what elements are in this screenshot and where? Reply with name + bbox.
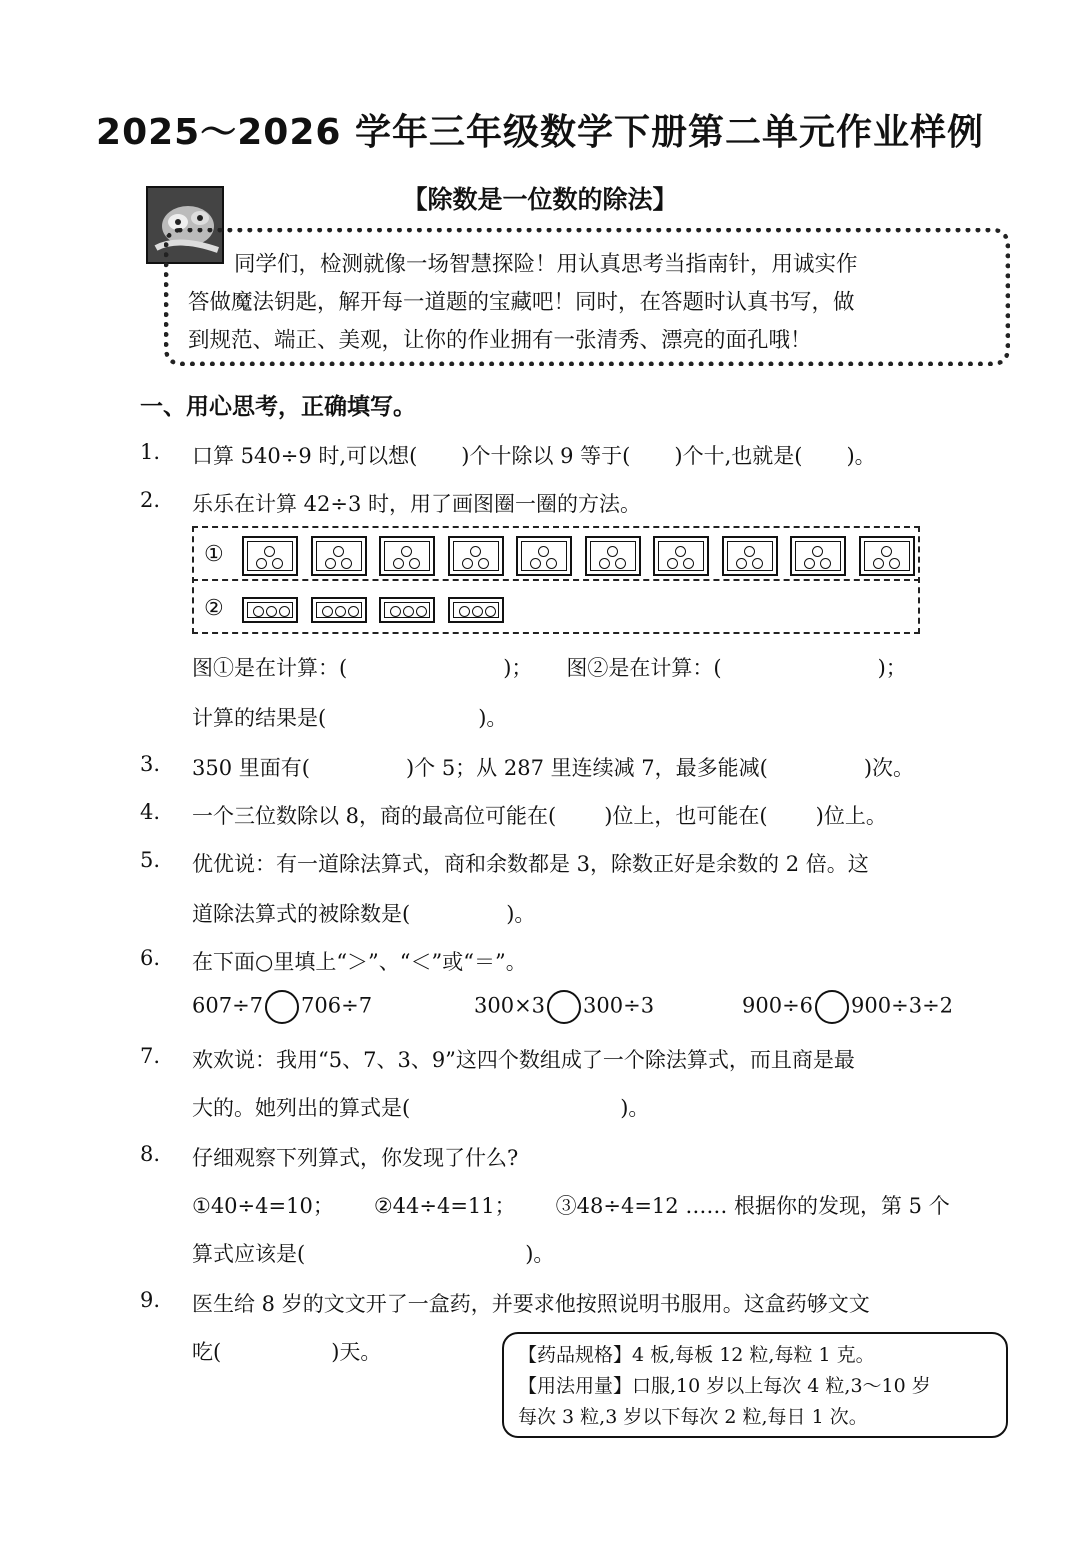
group-box-three-dots: [653, 536, 709, 576]
dot: [401, 546, 412, 557]
dot: [607, 546, 618, 557]
dot: [881, 546, 892, 557]
question-2-calc: 图①是在计算：( )； 图②是在计算：( )；: [192, 656, 907, 680]
dot: [820, 558, 831, 569]
dot: [462, 558, 473, 569]
dot: [393, 558, 404, 569]
question-8-text: 仔细观察下列算式，你发现了什么?: [192, 1146, 519, 1170]
dot: [538, 546, 549, 557]
diagram-divider: [192, 579, 920, 581]
question-7-number: 7.: [140, 1044, 161, 1068]
unit-subtitle: 【除数是一位数的除法】: [402, 185, 678, 214]
intro-line-3: 到规范、端正、美观，让你的作业拥有一张清秀、漂亮的面孔哦！: [188, 328, 812, 353]
question-1: 口算 540÷9 时,可以想( )个十除以 9 等于( )个十,也就是( )。: [192, 444, 876, 468]
dot: [348, 606, 359, 617]
page-title: 2025～2026 学年三年级数学下册第二单元作业样例: [96, 112, 984, 153]
dot: [253, 606, 264, 617]
dot: [478, 558, 489, 569]
dot: [403, 606, 414, 617]
group-box-row-dots: [379, 597, 435, 623]
question-1-number: 1.: [140, 440, 161, 464]
medicine-dosage-1: 【用法用量】口服,10 岁以上每次 4 粒,3～10 岁: [518, 1375, 931, 1397]
dot: [889, 558, 900, 569]
dot: [736, 558, 747, 569]
dot: [675, 546, 686, 557]
dot: [266, 606, 277, 617]
dot: [744, 546, 755, 557]
group-box-three-dots: [311, 536, 367, 576]
question-6-compare-1: 607÷7 706÷7: [192, 990, 372, 1024]
question-3-number: 3.: [140, 752, 161, 776]
dot: [804, 558, 815, 569]
group-box-three-dots: [790, 536, 846, 576]
question-2-number: 2.: [140, 488, 161, 512]
section-heading: 一、用心思考，正确填写。: [140, 394, 416, 420]
medicine-instructions: [518, 1340, 1003, 1433]
dot: [812, 546, 823, 557]
question-8-answer: 算式应该是( )。: [192, 1242, 555, 1266]
dot: [409, 558, 420, 569]
question-2-text: 乐乐在计算 42÷3 时，用了画图圈一圈的方法。: [192, 492, 642, 516]
dot: [335, 606, 346, 617]
dot: [272, 558, 283, 569]
medicine-spec: 【药品规格】4 板,每板 12 粒,每粒 1 克。: [518, 1344, 875, 1366]
group-box-row-dots: [311, 597, 367, 623]
group-box-three-dots: [379, 536, 435, 576]
compare-circle-1[interactable]: [265, 990, 299, 1024]
question-5-number: 5.: [140, 848, 161, 872]
intro-line-1: 同学们，检测就像一场智慧探险！用认真思考当指南针，用诚实作: [234, 252, 858, 277]
question-6-number: 6.: [140, 946, 161, 970]
dot: [416, 606, 427, 617]
dot: [322, 606, 333, 617]
dot: [333, 546, 344, 557]
dot: [683, 558, 694, 569]
question-7-line-2: 大的。她列出的算式是( )。: [192, 1096, 650, 1120]
question-6-compare-3: 900÷6 900÷3÷2: [742, 990, 953, 1024]
dot: [530, 558, 541, 569]
dot: [459, 606, 470, 617]
dot: [470, 546, 481, 557]
dot: [325, 558, 336, 569]
dot: [279, 606, 290, 617]
question-8-equations: ①40÷4=10； ②44÷4=11； ③48÷4=12 …… 根据你的发现，第 5 个: [192, 1194, 950, 1218]
question-5-line-1: 优优说：有一道除法算式，商和余数都是 3，除数正好是余数的 2 倍。这: [192, 852, 869, 876]
dot: [485, 606, 496, 617]
group-box-three-dots: [585, 536, 641, 576]
question-6-text: 在下面○里填上“＞”、“＜”或“＝”。: [192, 950, 527, 974]
dot: [873, 558, 884, 569]
question-4-number: 4.: [140, 800, 161, 824]
question-2-result: 计算的结果是( )。: [192, 706, 508, 730]
group-box-row-dots: [242, 597, 298, 623]
compare-circle-2[interactable]: [547, 990, 581, 1024]
question-4: 一个三位数除以 8，商的最高位可能在( )位上，也可能在( )位上。: [192, 804, 887, 828]
diagram-row-1-label: ①: [204, 542, 224, 567]
dot: [390, 606, 401, 617]
group-box-three-dots: [242, 536, 298, 576]
diagram-row-2-label: ②: [204, 596, 224, 621]
group-box-three-dots: [859, 536, 915, 576]
dot: [667, 558, 678, 569]
dot: [472, 606, 483, 617]
dot: [264, 546, 275, 557]
compare-circle-3[interactable]: [815, 990, 849, 1024]
question-3: 350 里面有( )个 5；从 287 里连续减 7，最多能减( )次。: [192, 756, 915, 780]
question-5-line-2: 道除法算式的被除数是( )。: [192, 902, 536, 926]
group-box-three-dots: [722, 536, 778, 576]
medicine-dosage-2: 每次 3 粒,3 岁以下每次 2 粒,每日 1 次。: [518, 1406, 868, 1428]
group-box-three-dots: [516, 536, 572, 576]
question-8-number: 8.: [140, 1142, 161, 1166]
question-7-line-1: 欢欢说：我用“5、7、3、9”这四个数组成了一个除法算式，而且商是最: [192, 1048, 855, 1072]
group-box-row-dots: [448, 597, 504, 623]
question-6-compare-2: 300×3 300÷3: [474, 990, 654, 1024]
dot: [256, 558, 267, 569]
dot: [615, 558, 626, 569]
dot: [341, 558, 352, 569]
intro-text: [188, 246, 993, 360]
question-9-number: 9.: [140, 1288, 161, 1312]
dot: [546, 558, 557, 569]
dot: [599, 558, 610, 569]
question-9-line-1: 医生给 8 岁的文文开了一盒药，并要求他按照说明书服用。这盒药够文文: [192, 1292, 870, 1316]
group-box-three-dots: [448, 536, 504, 576]
question-9-line-2: 吃( )天。: [192, 1340, 382, 1364]
intro-line-2: 答做魔法钥匙，解开每一道题的宝藏吧！同时，在答题时认真书写，做: [188, 290, 855, 315]
dot: [752, 558, 763, 569]
